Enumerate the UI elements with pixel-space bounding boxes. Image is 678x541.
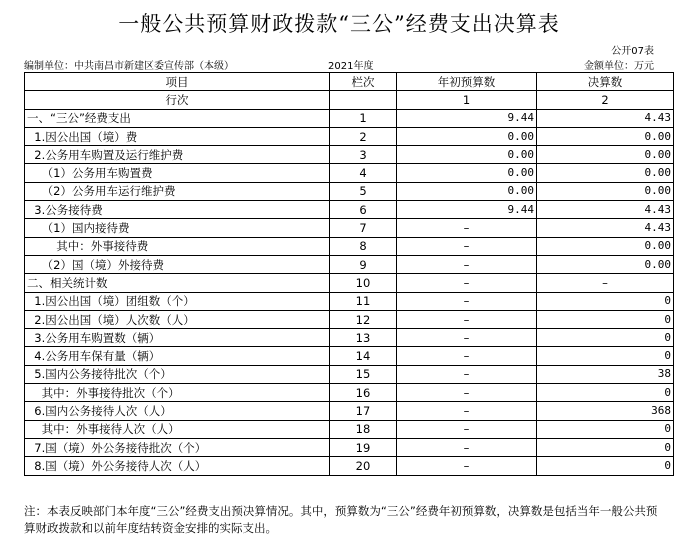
row-col: 10	[330, 274, 397, 292]
row-col: 11	[330, 292, 397, 310]
subheader-row	[25, 91, 674, 109]
amount-unit: 金额单位：万元	[584, 61, 654, 72]
row-budget: 0.00	[397, 164, 537, 182]
row-budget: –	[397, 255, 537, 273]
table-row	[25, 402, 674, 420]
row-budget: –	[397, 402, 537, 420]
page-title: 一般公共预算财政拨款“三公”经费支出决算表	[118, 12, 560, 36]
header-row	[25, 73, 674, 91]
row-col: 8	[330, 237, 397, 255]
row-budget: –	[397, 310, 537, 328]
row-item: 1.因公出国（境）费	[25, 127, 330, 145]
row-final: 0.00	[537, 146, 674, 164]
row-budget: –	[397, 457, 537, 475]
row-item: （2）国（境）外接待费	[25, 255, 330, 273]
row-col: 3	[330, 146, 397, 164]
row-item: 7.国（境）外公务接待批次（个）	[25, 438, 330, 456]
row-item: 2.公务用车购置及运行维护费	[25, 146, 330, 164]
row-final: 0.00	[537, 255, 674, 273]
row-budget: 9.44	[397, 109, 537, 127]
row-budget: –	[397, 420, 537, 438]
row-col: 13	[330, 329, 397, 347]
subheader-final: 2	[537, 91, 674, 109]
row-budget: –	[397, 347, 537, 365]
header-item: 项目	[25, 73, 330, 91]
row-item: 5.国内公务接待批次（个）	[25, 365, 330, 383]
row-budget: –	[397, 292, 537, 310]
row-item: 4.公务用车保有量（辆）	[25, 347, 330, 365]
row-final: 4.43	[537, 219, 674, 237]
row-budget: –	[397, 329, 537, 347]
row-col: 7	[330, 219, 397, 237]
row-item: 1.因公出国（境）团组数（个）	[25, 292, 330, 310]
row-budget: –	[397, 237, 537, 255]
table-row	[25, 438, 674, 456]
row-final: 0	[537, 438, 674, 456]
row-final: 0	[537, 420, 674, 438]
table-row	[25, 384, 674, 402]
subheader-budget: 1	[397, 91, 537, 109]
row-budget: –	[397, 274, 537, 292]
row-col: 12	[330, 310, 397, 328]
table-code: 公开07表	[611, 46, 654, 57]
compiling-unit: 编制单位：中共南昌市新建区委宣传部（本级）	[24, 61, 234, 72]
header-final: 决算数	[537, 73, 674, 91]
row-item: 6.国内公务接待人次（人）	[25, 402, 330, 420]
table-row	[25, 219, 674, 237]
row-item: 8.国（境）外公务接待人次（人）	[25, 457, 330, 475]
row-budget: –	[397, 438, 537, 456]
row-final: 0	[537, 457, 674, 475]
row-final: 0.00	[537, 237, 674, 255]
header-col: 栏次	[330, 73, 397, 91]
table-row	[25, 329, 674, 347]
table-row	[25, 109, 674, 127]
footnote: 注：本表反映部门本年度“三公”经费支出预决算情况。其中，预算数为“三公”经费年初预算数，决算数是包括当年一般公共预算财政拨款和以前年度结转资金安排的实际支出。	[24, 504, 658, 535]
table-row	[25, 292, 674, 310]
row-col: 2	[330, 127, 397, 145]
row-col: 14	[330, 347, 397, 365]
row-final: 38	[537, 365, 674, 383]
row-final: 0	[537, 347, 674, 365]
table-row	[25, 420, 674, 438]
table-row	[25, 365, 674, 383]
row-col: 18	[330, 420, 397, 438]
table-row	[25, 146, 674, 164]
table-row	[25, 310, 674, 328]
row-item: 2.因公出国（境）人次数（人）	[25, 310, 330, 328]
row-item: 其中：外事接待批次（个）	[25, 384, 330, 402]
table-row	[25, 237, 674, 255]
row-item: 3.公务接待费	[25, 201, 330, 219]
subheader-col	[330, 91, 397, 109]
table-row	[25, 127, 674, 145]
row-budget: –	[397, 365, 537, 383]
row-col: 20	[330, 457, 397, 475]
row-final: 4.43	[537, 109, 674, 127]
row-item: （1）公务用车购置费	[25, 164, 330, 182]
row-final: 0	[537, 384, 674, 402]
row-budget: 9.44	[397, 201, 537, 219]
row-budget: 0.00	[397, 127, 537, 145]
row-final: 0	[537, 292, 674, 310]
row-item: 二、相关统计数	[25, 274, 330, 292]
table-row	[25, 255, 674, 273]
header-budget: 年初预算数	[397, 73, 537, 91]
row-budget: 0.00	[397, 146, 537, 164]
row-final: 0	[537, 329, 674, 347]
row-final: –	[537, 274, 674, 292]
table-row	[25, 457, 674, 475]
row-budget: 0.00	[397, 182, 537, 200]
row-item: （1）国内接待费	[25, 219, 330, 237]
row-budget: –	[397, 384, 537, 402]
row-col: 15	[330, 365, 397, 383]
row-col: 9	[330, 255, 397, 273]
table-row	[25, 182, 674, 200]
row-col: 17	[330, 402, 397, 420]
subheader-item: 行次	[25, 91, 330, 109]
row-budget: –	[397, 219, 537, 237]
table-row	[25, 274, 674, 292]
row-final: 368	[537, 402, 674, 420]
table-row	[25, 201, 674, 219]
row-col: 19	[330, 438, 397, 456]
table-row	[25, 164, 674, 182]
row-item: （2）公务用车运行维护费	[25, 182, 330, 200]
row-col: 5	[330, 182, 397, 200]
row-final: 0.00	[537, 164, 674, 182]
row-item: 3.公务用车购置数（辆）	[25, 329, 330, 347]
row-final: 0.00	[537, 127, 674, 145]
row-item: 一、“三公”经费支出	[25, 109, 330, 127]
row-item: 其中：外事接待费	[25, 237, 330, 255]
row-col: 4	[330, 164, 397, 182]
expenditure-table	[24, 72, 674, 476]
row-final: 0.00	[537, 182, 674, 200]
row-final: 4.43	[537, 201, 674, 219]
fiscal-year: 2021年度	[328, 61, 374, 72]
row-col: 6	[330, 201, 397, 219]
row-final: 0	[537, 310, 674, 328]
row-col: 16	[330, 384, 397, 402]
table-row	[25, 347, 674, 365]
row-col: 1	[330, 109, 397, 127]
row-item: 其中：外事接待人次（人）	[25, 420, 330, 438]
